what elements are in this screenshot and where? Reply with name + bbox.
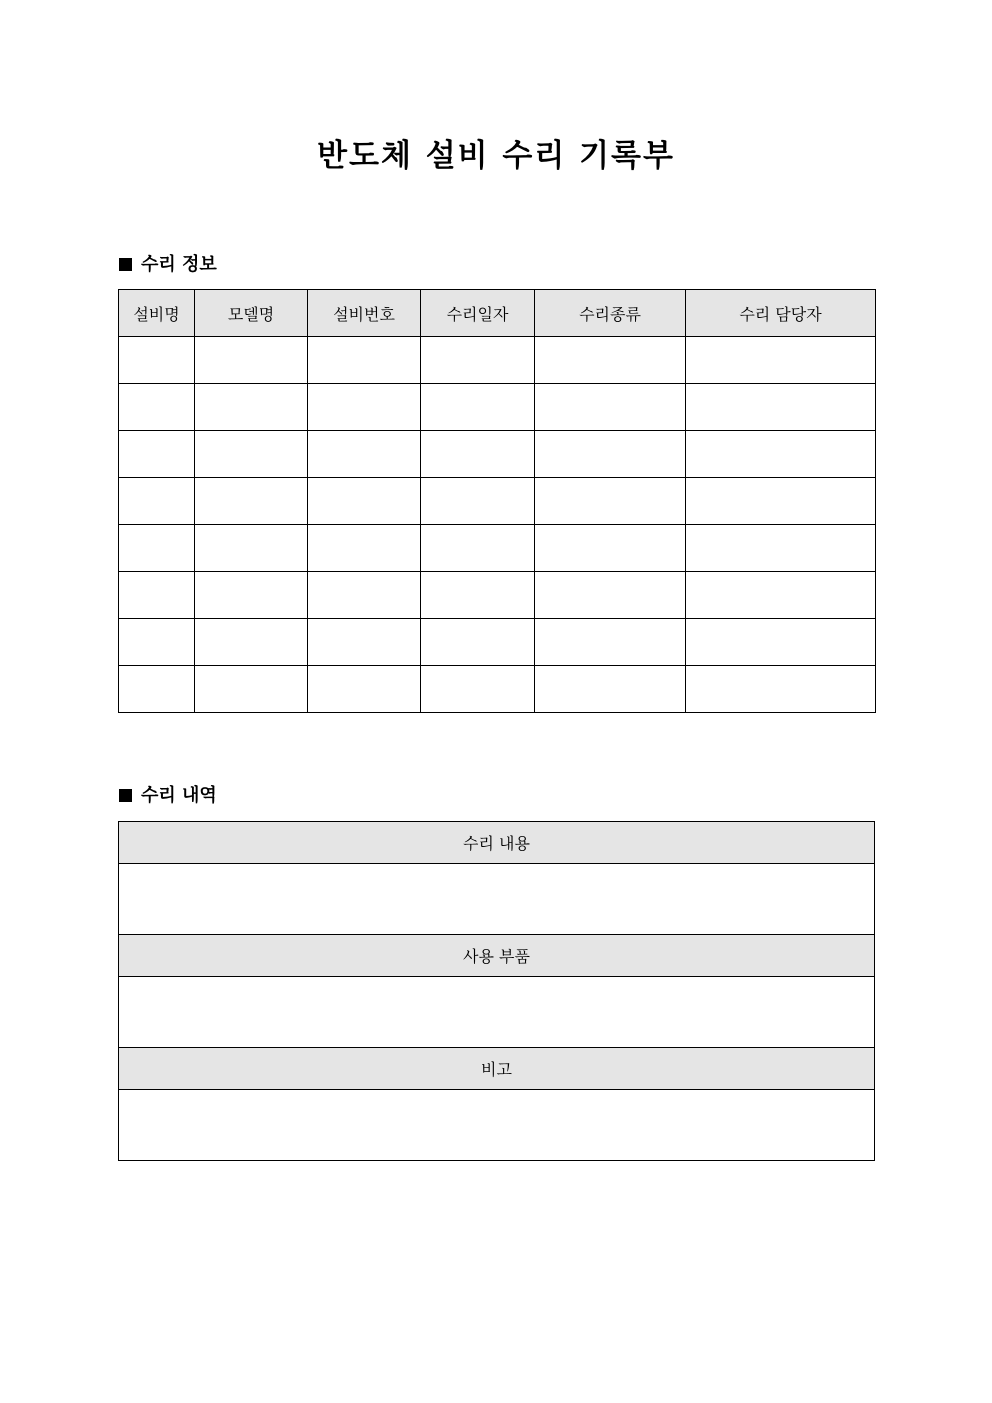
repair-history-heading	[119, 784, 217, 808]
table-cell[interactable]	[421, 431, 535, 478]
table-row	[119, 337, 876, 384]
table-cell[interactable]	[195, 337, 308, 384]
square-bullet-icon	[119, 789, 132, 802]
table-cell[interactable]	[535, 337, 686, 384]
table-cell[interactable]	[119, 666, 195, 713]
table-cell[interactable]	[119, 525, 195, 572]
table-cell[interactable]	[686, 478, 876, 525]
column-header-equipment-name: 설비명	[119, 290, 195, 337]
column-header-equipment-number: 설비번호	[308, 290, 421, 337]
table-cell[interactable]	[308, 619, 421, 666]
column-header-repair-manager: 수리 담당자	[686, 290, 876, 337]
table-cell[interactable]	[535, 572, 686, 619]
table-cell[interactable]	[421, 478, 535, 525]
table-row	[119, 525, 876, 572]
table-cell[interactable]	[686, 431, 876, 478]
table-header-row	[119, 290, 876, 337]
table-cell[interactable]	[308, 666, 421, 713]
section-body-row	[119, 864, 875, 935]
table-cell[interactable]	[686, 384, 876, 431]
table-cell[interactable]	[535, 478, 686, 525]
table-cell[interactable]	[686, 525, 876, 572]
repair-info-heading	[119, 253, 217, 277]
repair-content-label: 수리 내용	[119, 822, 875, 864]
section-body-row	[119, 1090, 875, 1161]
table-cell[interactable]	[195, 666, 308, 713]
remarks-label: 비고	[119, 1048, 875, 1090]
table-cell[interactable]	[535, 666, 686, 713]
table-cell[interactable]	[421, 619, 535, 666]
section-header-row	[119, 1048, 875, 1090]
table-row	[119, 384, 876, 431]
table-cell[interactable]	[535, 431, 686, 478]
table-cell[interactable]	[195, 525, 308, 572]
table-cell[interactable]	[119, 619, 195, 666]
section-header-row	[119, 822, 875, 864]
table-cell[interactable]	[119, 572, 195, 619]
table-cell[interactable]	[308, 572, 421, 619]
column-header-repair-type: 수리종류	[535, 290, 686, 337]
section-body-row	[119, 977, 875, 1048]
table-cell[interactable]	[195, 384, 308, 431]
page-title: 반도체 설비 수리 기록부	[317, 138, 675, 174]
table-cell[interactable]	[686, 337, 876, 384]
table-row	[119, 478, 876, 525]
table-cell[interactable]	[686, 619, 876, 666]
table-cell[interactable]	[119, 431, 195, 478]
remarks-field[interactable]	[119, 1090, 875, 1161]
repair-info-table	[118, 289, 876, 713]
table-cell[interactable]	[686, 666, 876, 713]
table-row	[119, 431, 876, 478]
repair-history-heading-text: 수리 내역	[141, 785, 217, 806]
table-cell[interactable]	[686, 572, 876, 619]
table-cell[interactable]	[195, 431, 308, 478]
table-cell[interactable]	[308, 337, 421, 384]
table-row	[119, 619, 876, 666]
parts-used-label: 사용 부품	[119, 935, 875, 977]
table-cell[interactable]	[535, 384, 686, 431]
table-cell[interactable]	[119, 337, 195, 384]
table-cell[interactable]	[421, 525, 535, 572]
table-cell[interactable]	[421, 572, 535, 619]
column-header-model-name: 모델명	[195, 290, 308, 337]
table-cell[interactable]	[421, 337, 535, 384]
square-bullet-icon	[119, 258, 132, 271]
table-row	[119, 666, 876, 713]
table-cell[interactable]	[535, 525, 686, 572]
table-cell[interactable]	[308, 384, 421, 431]
table-cell[interactable]	[421, 666, 535, 713]
table-cell[interactable]	[308, 431, 421, 478]
parts-used-field[interactable]	[119, 977, 875, 1048]
table-cell[interactable]	[119, 478, 195, 525]
repair-history-table	[118, 821, 875, 1161]
section-header-row	[119, 935, 875, 977]
column-header-repair-date: 수리일자	[421, 290, 535, 337]
table-cell[interactable]	[308, 478, 421, 525]
repair-info-heading-text: 수리 정보	[141, 254, 217, 275]
table-cell[interactable]	[119, 384, 195, 431]
table-cell[interactable]	[195, 572, 308, 619]
table-cell[interactable]	[195, 478, 308, 525]
table-cell[interactable]	[535, 619, 686, 666]
table-row	[119, 572, 876, 619]
table-cell[interactable]	[421, 384, 535, 431]
repair-content-field[interactable]	[119, 864, 875, 935]
table-cell[interactable]	[308, 525, 421, 572]
table-cell[interactable]	[195, 619, 308, 666]
